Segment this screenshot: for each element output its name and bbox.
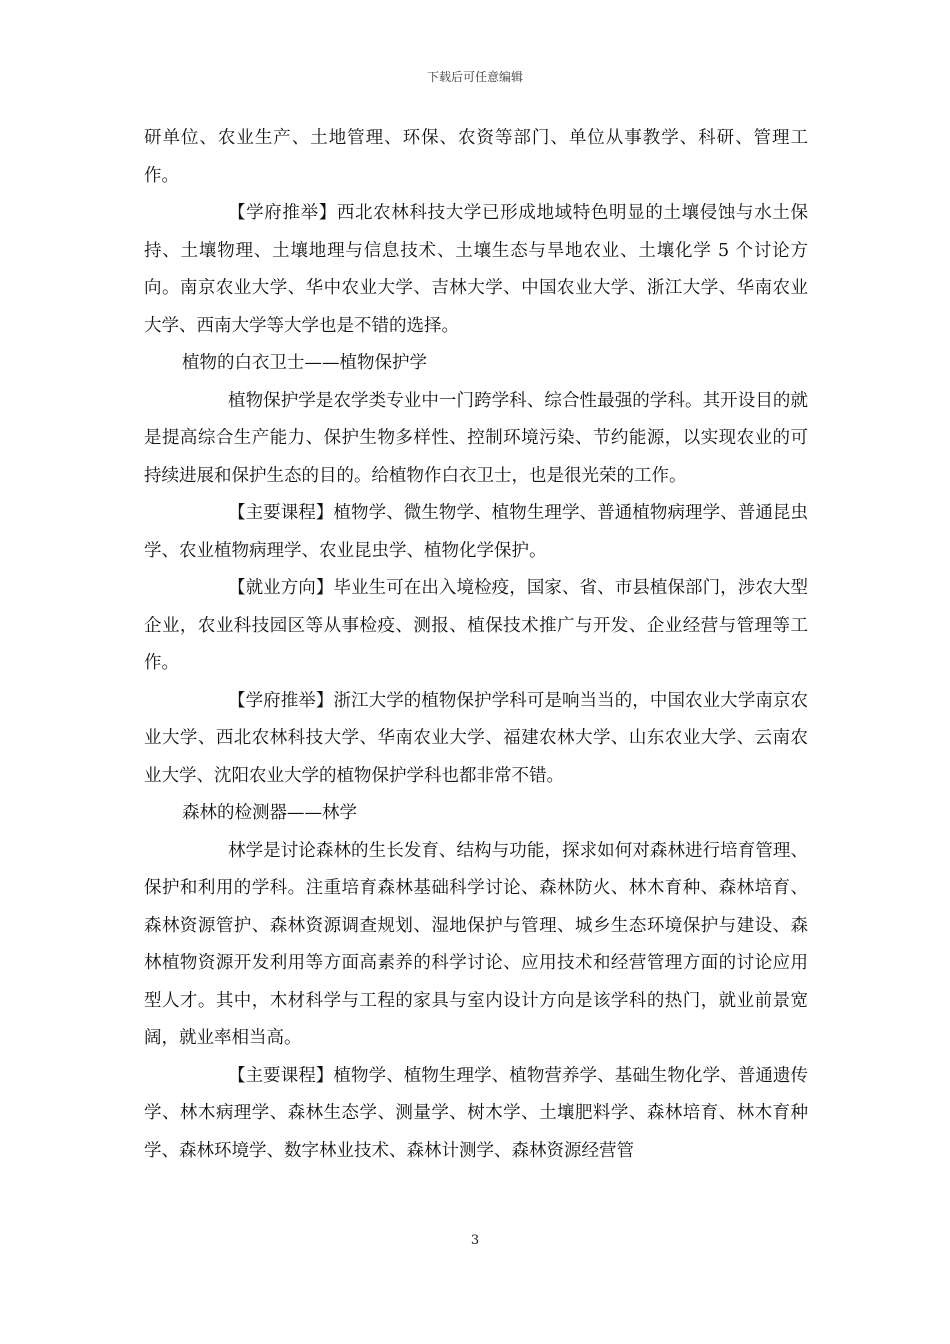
section-heading-plant-protection: 植物的白衣卫士——植物保护学 xyxy=(182,353,427,373)
paragraph-school-recommendation-plant-protection: 【学府推举】浙江大学的植物保护学科可是响当当的，中国农业大学南京农业大学、西北农林科技大学、华南农业大学、福建农林大学、山东农业大学、云南农业大学、沈阳农业大学的植物保护学科也都非常不错。 xyxy=(144,690,808,786)
paragraph-main-courses-forestry: 【主要课程】植物学、植物生理学、植物营养学、基础生物化学、普通遗传学、林木病理学、森林生态学、测量学、树木学、土壤肥料学、森林培育、林木育种学、森林环境学、数字林业技术、森林计测学、森林资源经营管 xyxy=(144,1065,808,1161)
paragraph-career-plant-protection: 【就业方向】毕业生可在出入境检疫，国家、省、市县植保部门，涉农大型企业，农业科技园区等从事检疫、测报、植保技术推广与开发、企业经营与管理等工作。 xyxy=(144,578,808,673)
paragraph-school-recommendation-soil: 【学府推举】西北农林科技大学已形成地域特色明显的土壤侵蚀与水土保持、土壤物理、土壤地理与信息技术、土壤生态与旱地农业、土壤化学 5 个讨论方向。南京农业大学、华中农业大学、吉林大学、中国农业大学、浙江大学、华南农业大学、西南大学等大学也是不错的选择。 xyxy=(144,203,808,336)
page-header: 下载后可任意编辑 xyxy=(426,70,523,84)
paragraph-main-courses-plant-protection: 【主要课程】植物学、微生物学、植物生理学、普通植物病理学、普通昆虫学、农业植物病理学、农业昆虫学、植物化学保护。 xyxy=(144,503,808,561)
paragraph-plant-protection-intro: 植物保护学是农学类专业中一门跨学科、综合性最强的学科。其开设目的就是提高综合生产能力、保护生物多样性、控制环境污染、节约能源，以实现农业的可持续进展和保护生态的目的。给植物作白衣卫士，也是很光荣的工作。 xyxy=(144,390,808,486)
paragraph-forestry-intro: 林学是讨论森林的生长发育、结构与功能，探求如何对森林进行培育管理、保护和利用的学科。注重培育森林基础科学讨论、森林防火、林木育种、森林培育、森林资源管护、森林资源调查规划、湿地保护与管理、城乡生态环境保护与建设、森林植物资源开发利用等方面高素养的科学讨论、应用技术和经营管理方面的讨论应用型人才。其中，木材科学与工程的家具与室内设计方向是该学科的热门，就业前景宽阔，就业率相当高。 xyxy=(144,840,808,1048)
document-body xyxy=(144,120,808,1170)
section-heading-forestry: 森林的检测器——林学 xyxy=(182,803,357,823)
page-number: 3 xyxy=(470,1233,480,1248)
paragraph-continued: 研单位、农业生产、土地管理、环保、农资等部门、单位从事教学、科研、管理工作。 xyxy=(144,128,808,186)
